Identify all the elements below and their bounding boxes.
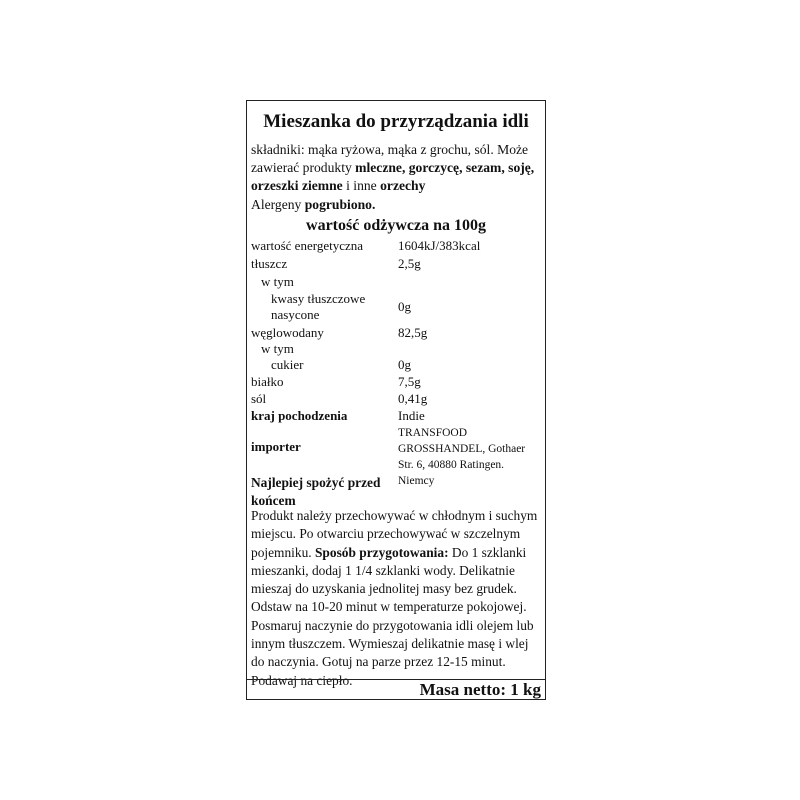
nutrient-value: 0,41g [398, 391, 428, 406]
preparation-heading: Sposób przygotowania: [314, 544, 449, 560]
nutrient-value: 7,5g [398, 374, 421, 389]
product-title: Mieszanka do przyrządzania idli [263, 111, 529, 132]
nutrient-name: cukier [271, 357, 304, 372]
nutrient-value: 0g [398, 357, 411, 372]
ingredients-text: składniki: mąka ryżowa, mąka z grochu, sól. Może zawierać produkty [251, 142, 529, 175]
importer-value: TRANSFOOD GROSSHANDEL, Gothaer Str. 6, 40880 Ratingen. Niemcy [398, 427, 526, 487]
storage-text: Produkt należy przechowywać w chłodnym i suchym miejscu. Po otwarciu przechowywać w szczelnym pojemniku. [251, 508, 538, 560]
product-label [246, 100, 546, 700]
instructions [251, 507, 543, 690]
net-weight: Masa netto: 1 kg [419, 680, 541, 699]
nutrient-value: 82,5g [398, 325, 428, 340]
preparation-text: Do 1 szklanki mieszanki, dodaj 1 1/4 szklanki wody. Delikatnie mieszaj do uzyskania jednolitej masy bez grudek. Odstaw na 10-20 minut w temperaturze pokojowej. Posmaruj naczynie do przygotowania idli olejem lub innym tłuszczem. Wymieszaj delikatnie masę i wlej do naczynia. Gotuj na parze przez 12-15 minut. Podawaj na ciepło. [251, 544, 534, 688]
best-before-label: Najlepiej spożyć przed końcem [251, 475, 381, 508]
allergen-note [251, 197, 375, 213]
net-weight-row [247, 679, 545, 700]
nutrient-value: 2,5g [398, 256, 421, 271]
allergens-list: mleczne, gorczycę, sezam, soję, orzeszki ziemne [251, 160, 535, 193]
nutrient-name: w tym [261, 341, 294, 356]
nutrient-name: tłuszcz [251, 256, 288, 271]
nutrient-name: białko [251, 374, 284, 389]
nutrient-value: 1604kJ/383kcal [398, 238, 481, 253]
allergen-nuts: orzechy [380, 178, 426, 193]
ingredients-mid: i inne [342, 178, 381, 193]
origin-label: kraj pochodzenia [251, 408, 348, 423]
allergen-note-bold: pogrubiono. [304, 197, 376, 212]
nutrient-name: sól [251, 391, 267, 406]
nutrient-name: wartość energetyczna [251, 238, 364, 253]
nutrient-name: w tym [261, 274, 294, 289]
nutrient-value: 0g [398, 299, 411, 314]
nutrient-name: węglowodany [251, 325, 324, 340]
importer-label: importer [251, 439, 301, 454]
ingredients [251, 141, 543, 195]
allergen-note-text: Alergeny [251, 197, 305, 212]
nutrient-name: kwasy tłuszczowe nasycone [271, 291, 366, 322]
origin-value: Indie [398, 408, 425, 423]
nutrition-header: wartość odżywcza na 100g [306, 217, 486, 234]
